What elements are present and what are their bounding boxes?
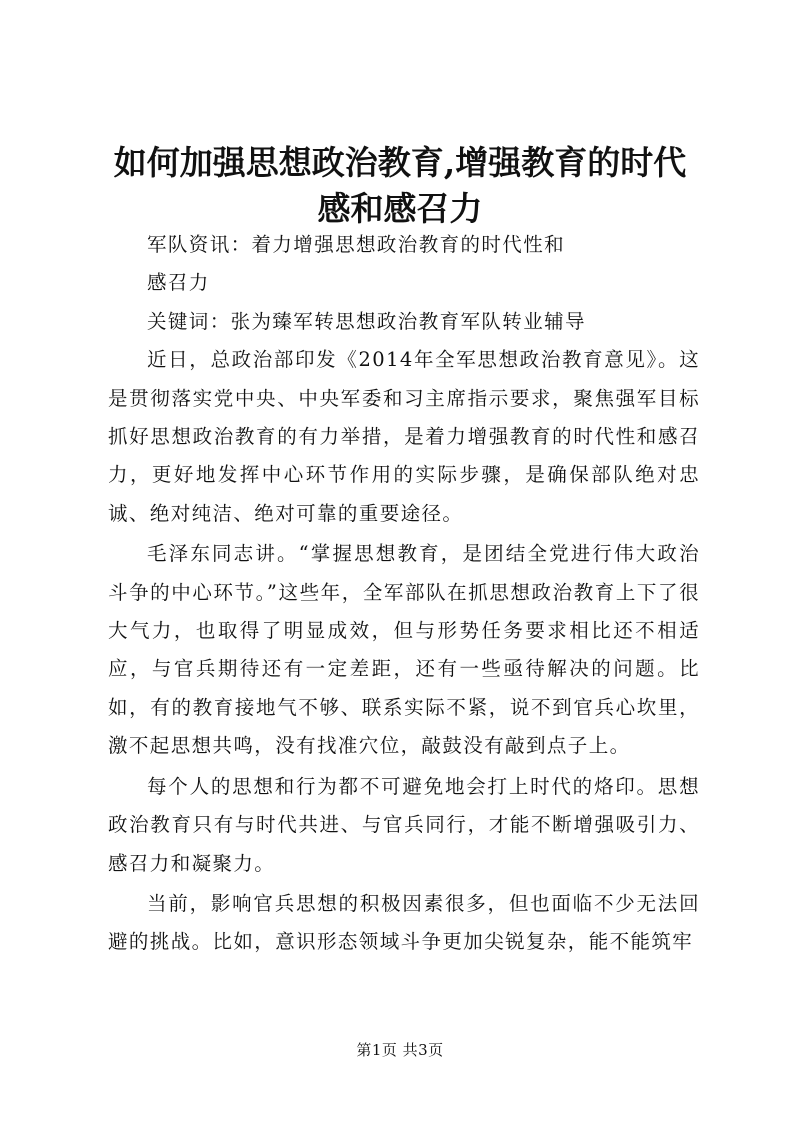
- paragraph-source: 军队资讯：着力增强思想政治教育的时代性和: [147, 233, 566, 256]
- document-title: 如何加强思想政治教育,增强教育的时代感和感召力: [113, 143, 687, 228]
- paragraph-1: 近日，总政治部印发《2014年全军思想政治教育意见》。这是贯彻落实党中央、中央军委和习主席指示要求，聚焦强军目标抓好思想政治教育的有力举措，是着力增强教育的时代性和感召力，更好地发挥中心环节作用的实际步骤，是确保部队绝对忠诚、绝对纯洁、绝对可靠的重要途径。: [108, 348, 700, 525]
- paragraph-source-continued: 感召力: [147, 271, 210, 295]
- paragraph-4: 当前，影响官兵思想的积极因素很多，但也面临不少无法回避的挑战。比如，意识形态领域斗争更加尖锐复杂，能不能筑牢: [108, 891, 700, 954]
- page-number-footer: 第1页 共3页: [356, 1041, 444, 1059]
- paragraph-keywords: 关键词：张为臻军转思想政治教育军队转业辅导: [147, 309, 586, 333]
- paragraph-2: 毛泽东同志讲。“掌握思想教育，是团结全党进行伟大政治斗争的中心环节。”这些年，全军部队在抓思想政治教育上下了很大气力，也取得了明显成效，但与形势任务要求相比还不相适应，与官兵期待还有一定差距，还有一些亟待解决的问题。比如，有的教育接地气不够、联系实际不紧，说不到官兵心坎里，激不起思想共鸣，没有找准穴位，敲鼓没有敲到点子上。: [108, 542, 700, 758]
- paragraph-3: 每个人的思想和行为都不可避免地会打上时代的烙印。思想政治教育只有与时代共进、与官兵同行，才能不断增强吸引力、感召力和凝聚力。: [108, 774, 700, 875]
- document-body: [108, 226, 700, 962]
